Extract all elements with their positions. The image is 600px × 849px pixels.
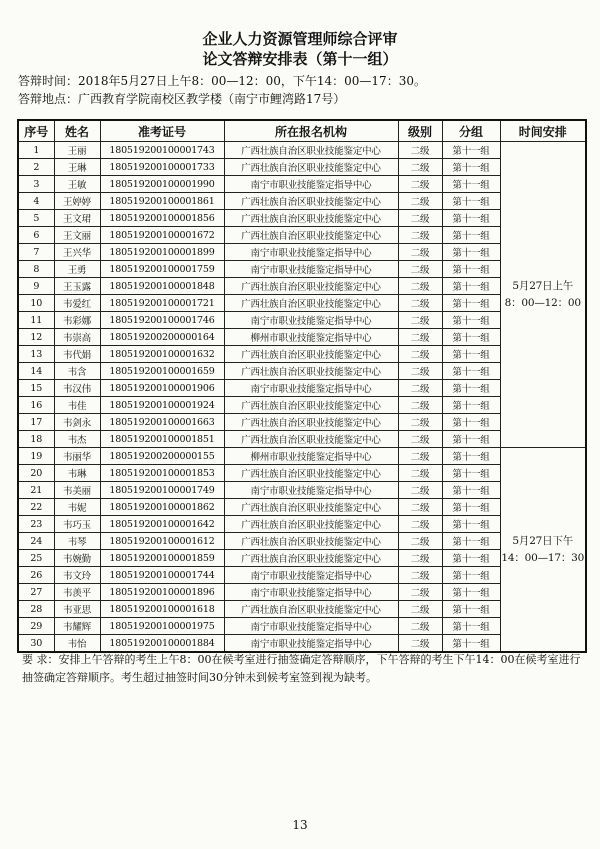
row-group: 第十一组	[442, 635, 500, 653]
row-exam-id: 180519200100001975	[100, 618, 224, 635]
row-group: 第十一组	[442, 295, 500, 312]
row-level: 二级	[398, 227, 442, 244]
row-name: 王勇	[54, 261, 100, 278]
row-index: 27	[18, 584, 54, 601]
table-header-row	[18, 120, 586, 142]
row-group: 第十一组	[442, 278, 500, 295]
row-index: 20	[18, 465, 54, 482]
row-level: 二级	[398, 363, 442, 380]
row-name: 王文丽	[54, 227, 100, 244]
row-group: 第十一组	[442, 567, 500, 584]
row-exam-id: 180519200200000155	[100, 448, 224, 465]
row-group: 第十一组	[442, 380, 500, 397]
row-exam-id: 180519200100001663	[100, 414, 224, 431]
row-name: 韦含	[54, 363, 100, 380]
row-index: 9	[18, 278, 54, 295]
row-index: 11	[18, 312, 54, 329]
row-institution: 广西壮族自治区职业技能鉴定中心	[224, 414, 398, 431]
row-group: 第十一组	[442, 329, 500, 346]
row-level: 二级	[398, 244, 442, 261]
row-exam-id: 180519200100001733	[100, 159, 224, 176]
row-level: 二级	[398, 448, 442, 465]
row-institution: 广西壮族自治区职业技能鉴定中心	[224, 516, 398, 533]
row-exam-id: 180519200100001861	[100, 193, 224, 210]
row-name: 韦琳	[54, 465, 100, 482]
row-exam-id: 180519200100001659	[100, 363, 224, 380]
row-index: 14	[18, 363, 54, 380]
row-level: 二级	[398, 635, 442, 653]
row-index: 19	[18, 448, 54, 465]
row-group: 第十一组	[442, 448, 500, 465]
time-slot-morning	[500, 142, 586, 448]
row-name: 韦巧玉	[54, 516, 100, 533]
row-index: 23	[18, 516, 54, 533]
row-exam-id: 180519200100001759	[100, 261, 224, 278]
row-name: 王兴华	[54, 244, 100, 261]
row-name: 韦婉勤	[54, 550, 100, 567]
row-name: 韦羡平	[54, 584, 100, 601]
row-level: 二级	[398, 159, 442, 176]
row-institution: 广西壮族自治区职业技能鉴定中心	[224, 193, 398, 210]
row-index: 21	[18, 482, 54, 499]
row-exam-id: 180519200100001642	[100, 516, 224, 533]
row-group: 第十一组	[442, 584, 500, 601]
header-exam-id: 准考证号	[100, 120, 224, 142]
row-name: 韦佳	[54, 397, 100, 414]
row-level: 二级	[398, 193, 442, 210]
row-exam-id: 180519200100001906	[100, 380, 224, 397]
row-level: 二级	[398, 176, 442, 193]
row-exam-id: 180519200100001859	[100, 550, 224, 567]
row-institution: 广西壮族自治区职业技能鉴定中心	[224, 278, 398, 295]
row-group: 第十一组	[442, 499, 500, 516]
row-index: 16	[18, 397, 54, 414]
row-name: 王玉露	[54, 278, 100, 295]
defense-time-info: 答辩时间：2018年5月27日上午8：00—12：00，下午14：00—17：30。	[18, 74, 426, 88]
row-exam-id: 180519200100001924	[100, 397, 224, 414]
row-index: 4	[18, 193, 54, 210]
row-group: 第十一组	[442, 550, 500, 567]
row-group: 第十一组	[442, 482, 500, 499]
row-group: 第十一组	[442, 414, 500, 431]
row-exam-id: 180519200100001612	[100, 533, 224, 550]
row-level: 二级	[398, 584, 442, 601]
row-name: 韦耀辉	[54, 618, 100, 635]
row-group: 第十一组	[442, 533, 500, 550]
row-institution: 广西壮族自治区职业技能鉴定中心	[224, 550, 398, 567]
row-exam-id: 180519200100001632	[100, 346, 224, 363]
row-level: 二级	[398, 295, 442, 312]
time-slot-date: 5月27日上午	[512, 279, 574, 292]
time-slot-date: 5月27日下午	[512, 534, 574, 547]
schedule-table-body	[18, 142, 586, 653]
row-level: 二级	[398, 329, 442, 346]
time-slot-hours: 14：00—17：30	[501, 551, 585, 564]
row-institution: 南宁市职业技能鉴定指导中心	[224, 176, 398, 193]
row-group: 第十一组	[442, 363, 500, 380]
row-name: 韦彩娜	[54, 312, 100, 329]
row-index: 25	[18, 550, 54, 567]
row-index: 29	[18, 618, 54, 635]
row-name: 韦爱红	[54, 295, 100, 312]
table-row	[18, 142, 586, 159]
row-institution: 南宁市职业技能鉴定指导中心	[224, 635, 398, 653]
row-institution: 广西壮族自治区职业技能鉴定中心	[224, 397, 398, 414]
row-level: 二级	[398, 533, 442, 550]
row-exam-id: 180519200100001618	[100, 601, 224, 618]
row-institution: 广西壮族自治区职业技能鉴定中心	[224, 499, 398, 516]
row-institution: 广西壮族自治区职业技能鉴定中心	[224, 159, 398, 176]
row-exam-id: 180519200100001721	[100, 295, 224, 312]
row-institution: 南宁市职业技能鉴定指导中心	[224, 567, 398, 584]
row-institution: 广西壮族自治区职业技能鉴定中心	[224, 363, 398, 380]
row-level: 二级	[398, 431, 442, 448]
row-exam-id: 180519200100001848	[100, 278, 224, 295]
row-level: 二级	[398, 142, 442, 159]
row-group: 第十一组	[442, 159, 500, 176]
row-name: 韦妮	[54, 499, 100, 516]
row-institution: 南宁市职业技能鉴定指导中心	[224, 244, 398, 261]
row-level: 二级	[398, 397, 442, 414]
row-exam-id: 180519200100001744	[100, 567, 224, 584]
row-name: 王丽	[54, 142, 100, 159]
row-group: 第十一组	[442, 244, 500, 261]
row-index: 8	[18, 261, 54, 278]
row-level: 二级	[398, 210, 442, 227]
page-number: 13	[292, 818, 308, 832]
row-name: 韦文玲	[54, 567, 100, 584]
row-institution: 广西壮族自治区职业技能鉴定中心	[224, 227, 398, 244]
row-exam-id: 180519200100001899	[100, 244, 224, 261]
row-name: 韦代娟	[54, 346, 100, 363]
row-level: 二级	[398, 516, 442, 533]
row-name: 韦汉伟	[54, 380, 100, 397]
row-name: 王婷婷	[54, 193, 100, 210]
row-institution: 广西壮族自治区职业技能鉴定中心	[224, 431, 398, 448]
row-index: 13	[18, 346, 54, 363]
row-index: 18	[18, 431, 54, 448]
row-exam-id: 180519200100001856	[100, 210, 224, 227]
row-institution: 南宁市职业技能鉴定指导中心	[224, 261, 398, 278]
row-name: 王敏	[54, 176, 100, 193]
header-institution: 所在报名机构	[224, 120, 398, 142]
row-exam-id: 180519200100001990	[100, 176, 224, 193]
time-slot-afternoon	[500, 448, 586, 653]
row-index: 2	[18, 159, 54, 176]
row-index: 24	[18, 533, 54, 550]
row-group: 第十一组	[442, 312, 500, 329]
row-institution: 柳州市职业技能鉴定指导中心	[224, 329, 398, 346]
table-row	[18, 448, 586, 465]
row-group: 第十一组	[442, 176, 500, 193]
row-exam-id: 180519200100001853	[100, 465, 224, 482]
header-time: 时间安排	[500, 120, 586, 142]
row-exam-id: 180519200100001746	[100, 312, 224, 329]
row-group: 第十一组	[442, 142, 500, 159]
row-exam-id: 180519200100001862	[100, 499, 224, 516]
row-institution: 广西壮族自治区职业技能鉴定中心	[224, 210, 398, 227]
row-level: 二级	[398, 312, 442, 329]
row-index: 12	[18, 329, 54, 346]
row-index: 10	[18, 295, 54, 312]
row-institution: 南宁市职业技能鉴定指导中心	[224, 312, 398, 329]
header-level: 级别	[398, 120, 442, 142]
defense-place-info: 答辩地点：广西教育学院南校区教学楼（南宁市鲤湾路17号）	[18, 92, 346, 106]
row-index: 15	[18, 380, 54, 397]
schedule-table	[17, 119, 587, 653]
row-index: 6	[18, 227, 54, 244]
row-level: 二级	[398, 261, 442, 278]
row-level: 二级	[398, 278, 442, 295]
row-exam-id: 180519200100001743	[100, 142, 224, 159]
row-institution: 广西壮族自治区职业技能鉴定中心	[224, 346, 398, 363]
row-group: 第十一组	[442, 261, 500, 278]
row-index: 22	[18, 499, 54, 516]
row-exam-id: 180519200100001672	[100, 227, 224, 244]
row-level: 二级	[398, 499, 442, 516]
header-index: 序号	[18, 120, 54, 142]
row-index: 5	[18, 210, 54, 227]
header-name: 姓名	[54, 120, 100, 142]
row-name: 韦剑永	[54, 414, 100, 431]
document-title-line1: 企业人力资源管理师综合评审	[202, 30, 398, 48]
row-group: 第十一组	[442, 618, 500, 635]
row-institution: 广西壮族自治区职业技能鉴定中心	[224, 601, 398, 618]
row-name: 王琳	[54, 159, 100, 176]
time-slot-hours: 8：00—12：00	[504, 296, 581, 309]
row-level: 二级	[398, 618, 442, 635]
row-name: 韦亚思	[54, 601, 100, 618]
row-exam-id: 180519200100001851	[100, 431, 224, 448]
row-name: 韦琴	[54, 533, 100, 550]
row-group: 第十一组	[442, 227, 500, 244]
row-group: 第十一组	[442, 601, 500, 618]
row-index: 26	[18, 567, 54, 584]
row-level: 二级	[398, 482, 442, 499]
row-institution: 柳州市职业技能鉴定指导中心	[224, 448, 398, 465]
document-title-line2: 论文答辩安排表（第十一组）	[202, 50, 398, 68]
row-exam-id: 180519200100001884	[100, 635, 224, 653]
row-institution: 南宁市职业技能鉴定指导中心	[224, 380, 398, 397]
row-name: 韦美丽	[54, 482, 100, 499]
row-index: 30	[18, 635, 54, 653]
row-level: 二级	[398, 465, 442, 482]
row-institution: 南宁市职业技能鉴定指导中心	[224, 618, 398, 635]
row-group: 第十一组	[442, 193, 500, 210]
row-group: 第十一组	[442, 210, 500, 227]
row-institution: 广西壮族自治区职业技能鉴定中心	[224, 465, 398, 482]
row-institution: 南宁市职业技能鉴定指导中心	[224, 584, 398, 601]
requirements-note: 要 求：安排上午答辩的考生上午8：00在候考室进行抽签确定答辩顺序，下午答辩的考生下午14：00在候考室进行抽签确定答辩顺序。考生超过抽签时间30分钟未到候考室签到视为缺考。	[22, 653, 581, 684]
row-level: 二级	[398, 380, 442, 397]
row-index: 7	[18, 244, 54, 261]
row-level: 二级	[398, 414, 442, 431]
row-group: 第十一组	[442, 431, 500, 448]
row-exam-id: 180519200200000164	[100, 329, 224, 346]
row-level: 二级	[398, 567, 442, 584]
row-name: 韦崇高	[54, 329, 100, 346]
row-exam-id: 180519200100001749	[100, 482, 224, 499]
row-institution: 广西壮族自治区职业技能鉴定中心	[224, 142, 398, 159]
row-name: 韦丽华	[54, 448, 100, 465]
row-exam-id: 180519200100001896	[100, 584, 224, 601]
row-name: 韦杰	[54, 431, 100, 448]
row-institution: 广西壮族自治区职业技能鉴定中心	[224, 533, 398, 550]
row-group: 第十一组	[442, 346, 500, 363]
header-group: 分组	[442, 120, 500, 142]
row-name: 韦怡	[54, 635, 100, 653]
row-level: 二级	[398, 346, 442, 363]
row-group: 第十一组	[442, 516, 500, 533]
row-index: 1	[18, 142, 54, 159]
row-group: 第十一组	[442, 397, 500, 414]
row-index: 3	[18, 176, 54, 193]
row-index: 17	[18, 414, 54, 431]
row-index: 28	[18, 601, 54, 618]
row-institution: 广西壮族自治区职业技能鉴定中心	[224, 295, 398, 312]
row-group: 第十一组	[442, 465, 500, 482]
row-level: 二级	[398, 550, 442, 567]
row-level: 二级	[398, 601, 442, 618]
row-name: 王文珺	[54, 210, 100, 227]
row-institution: 南宁市职业技能鉴定指导中心	[224, 482, 398, 499]
